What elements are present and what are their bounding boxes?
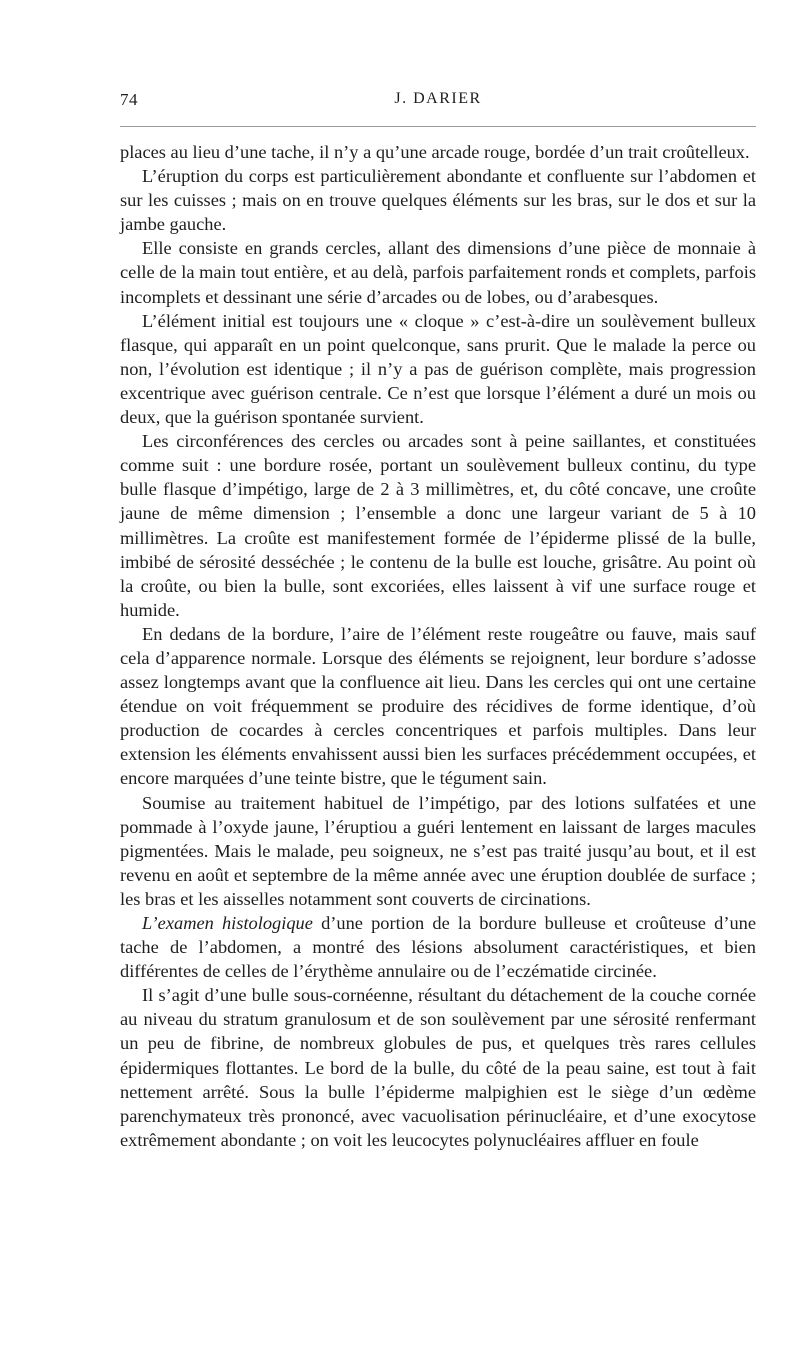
- paragraph: En dedans de la bordure, l’aire de l’élément reste rougeâtre ou fauve, mais sauf cela d’apparence normale. Lorsque des éléments se rejoignent, leur bordure s’adosse assez longtemps avant que la confluence ait lieu. Dans les cercles qui ont une certaine étendue on voit fréquemment se produire des récidives de forme identique, d’où production de cocardes à cercles concentriques et parfois multiples. Dans leur extension les éléments envahissent aussi bien les surfaces précédemment occupées, et encore marquées d’une teinte bistre, que le tégument sain.: [120, 623, 756, 789]
- paragraph: L’éruption du corps est particulièrement abondante et confluente sur l’abdomen et sur les cuisses ; mais on en trouve quelques éléments sur les bras, sur le dos et sur la jambe gauche.: [120, 166, 756, 235]
- paragraph: Soumise au traitement habituel de l’impétigo, par des lotions sulfatées et une pommade à l’oxyde jaune, l’éruptiou a guéri lentement en laissant de larges macules pigmentées. Mais le malade, peu soigneux, ne s’est pas traité jusqu’au bout, et il est revenu en août et septembre de la même année avec une éruption doublée de surface ; les bras et les aisselles notamment sont couverts de circinations.: [120, 792, 756, 909]
- italic-lead: L’examen histologique: [142, 913, 313, 933]
- page-number: 74: [120, 90, 138, 109]
- paragraph: places au lieu d’une tache, il n’y a qu’une arcade rouge, bordée d’un trait croûtelleux.: [120, 142, 750, 162]
- paragraph: Les circonférences des cercles ou arcades sont à peine saillantes, et constituées comme suit : une bordure rosée, portant un soulèvement bulleux continu, du type bulle flasque d’impétigo, large de 2 à 3 millimètres, et, du côté concave, une croûte jaune de même dimension ; l’ensemble a donc une largeur variant de 5 à 10 millimètres. La croûte est manifestement formée de l’épiderme plissé de la bulle, imbibé de sérosité desséchée ; le contenu de la bulle est louche, grisâtre. Au point où la croûte, ou bien la bulle, sont excoriées, elles laissent à vif une surface rouge et humide.: [120, 431, 756, 620]
- running-head: J. DARIER: [394, 90, 482, 107]
- body-text: [120, 140, 756, 1152]
- page-header: [120, 90, 756, 114]
- header-rule: [120, 126, 756, 127]
- paragraph: Il s’agit d’une bulle sous-cornéenne, résultant du détachement de la couche cornée au niveau du stratum granulosum et de son soulèvement par une sérosité renfermant un peu de fibrine, de nombreux globules de pus, et quelques très rares cellules épidermiques flottantes. Le bord de la bulle, du côté de la peau saine, est tout à fait nettement arrêté. Sous la bulle l’épiderme malpighien est le siège d’un œdème parenchymateux très prononcé, avec vacuolisation périnucléaire, et d’une exocytose extrêmement abondante ; on voit les leucocytes polynucléaires affluer en foule: [120, 985, 756, 1150]
- paragraph: [120, 911, 756, 983]
- paragraph-rest: d’une portion de la bordure bulleuse et croûteuse d’une tache de l’abdomen, a montré des lésions absolument caractéristiques, et bien différentes de celles de l’érythème annulaire ou de l’eczématide circinée.: [120, 913, 756, 982]
- paragraph: L’élément initial est toujours une « cloque » c’est-à-dire un soulèvement bulleux flasque, qui apparaît en un point quelconque, sans prurit. Que le malade la perce ou non, l’évolution est identique ; il n’y a pas de guérison complète, mais progression excentrique avec guérison centrale. Ce n’est que lorsque l’élément a duré un mois ou deux, que la guérison spontanée survient.: [120, 310, 756, 428]
- paragraph: Elle consiste en grands cercles, allant des dimensions d’une pièce de monnaie à celle de la main tout entière, et au delà, parfois parfaitement ronds et complets, parfois incomplets et dessinant une série d’arcades ou de lobes, ou d’arabesques.: [120, 238, 756, 307]
